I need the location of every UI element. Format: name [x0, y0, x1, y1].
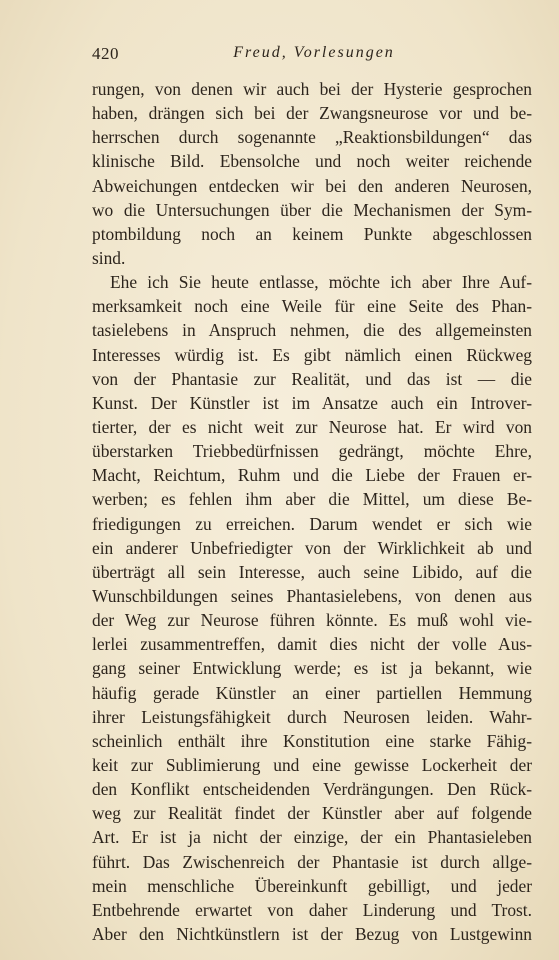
text-line: werben; es fehlen ihm aber die Mittel, um diese Be- — [92, 489, 532, 510]
text-line: rungen, von denen wir auch bei der Hysterie gesprochen — [92, 79, 532, 99]
text-line: tasielebens in Anspruch nehmen, die des allgemeinsten — [92, 320, 532, 341]
text-line: häufig gerade Künstler an einer partiellen Hemmung — [92, 682, 532, 703]
text-line: Abweichungen entdecken wir bei den anderen Neurosen, — [92, 175, 532, 196]
text-line: sind. — [92, 247, 126, 268]
text-line: tierter, der es nicht weit zur Neurose hat. Er wird von — [92, 416, 532, 437]
text-line: überstarken Triebbedürfnissen gedrängt, möchte Ehre, — [92, 441, 532, 462]
text-line: scheinlich enthält ihre Konstitution eine starke Fähig- — [92, 730, 532, 751]
text-line: klinische Bild. Ebensolche und noch weiter reichende — [92, 151, 532, 172]
text-line: merksamkeit noch eine Weile für eine Seite des Phan- — [92, 296, 532, 317]
text-line: haben, drängen sich bei der Zwangsneurose vor und be- — [92, 103, 532, 124]
body-text — [92, 77, 532, 946]
text-line: überträgt all sein Interesse, auch seine Libido, auf die — [92, 561, 532, 582]
text-line: friedigungen zu erreichen. Darum wendet er sich wie — [92, 513, 532, 534]
text-line: weg zur Realität findet der Künstler aber auf folgende — [92, 803, 532, 824]
text-line: Wunschbildungen seines Phantasielebens, von denen aus — [92, 585, 532, 606]
text-line: Interesses würdig ist. Es gibt nämlich einen Rückweg — [92, 344, 532, 365]
text-line: lerlei zusammentreffen, damit dies nicht der volle Aus- — [92, 634, 532, 655]
page-number: 420 — [92, 44, 119, 63]
text-line: führt. Das Zwischenreich der Phantasie ist durch allge- — [92, 851, 532, 872]
text-line: keit zur Sublimierung und eine gewisse Lockerheit der — [92, 754, 532, 775]
page-header — [92, 44, 536, 70]
text-line: gang seiner Entwicklung werde; es ist ja bekannt, wie — [92, 658, 532, 679]
text-line: Entbehrende erwartet von daher Linderung und Trost. — [92, 899, 532, 920]
text-line: der Weg zur Neurose führen könnte. Es muß wohl vie- — [92, 610, 532, 631]
running-head: Freud, Vorlesungen — [233, 44, 395, 61]
text-line: ptombildung noch an keinem Punkte abgeschlossen — [92, 223, 532, 244]
text-line: mein menschliche Übereinkunft gebilligt, und jeder — [92, 875, 532, 896]
text-line: Ehe ich Sie heute entlasse, möchte ich aber Ihre Auf- — [110, 272, 532, 293]
text-line: Aber den Nichtkünstlern ist der Bezug von Lustgewinn — [92, 923, 532, 944]
text-line: Kunst. Der Künstler ist im Ansatze auch ein Introver- — [92, 392, 532, 413]
text-line: Art. Er ist ja nicht der einzige, der ein Phantasieleben — [92, 827, 532, 848]
text-line: den Konflikt entscheidenden Verdrängungen. Den Rück- — [92, 779, 532, 800]
text-line: wo die Untersuchungen über die Mechanismen der Sym- — [92, 199, 532, 220]
text-line: von der Phantasie zur Realität, und das ist — die — [92, 368, 532, 389]
text-line: herrschen durch sogenannte „Reaktionsbildungen“ das — [92, 127, 532, 148]
text-line: ein anderer Unbefriedigter von der Wirklichkeit ab und — [92, 537, 532, 558]
text-line: Macht, Reichtum, Ruhm und die Liebe der Frauen er- — [92, 465, 532, 486]
text-line: ihrer Leistungsfähigkeit durch Neurosen leiden. Wahr- — [92, 706, 532, 727]
